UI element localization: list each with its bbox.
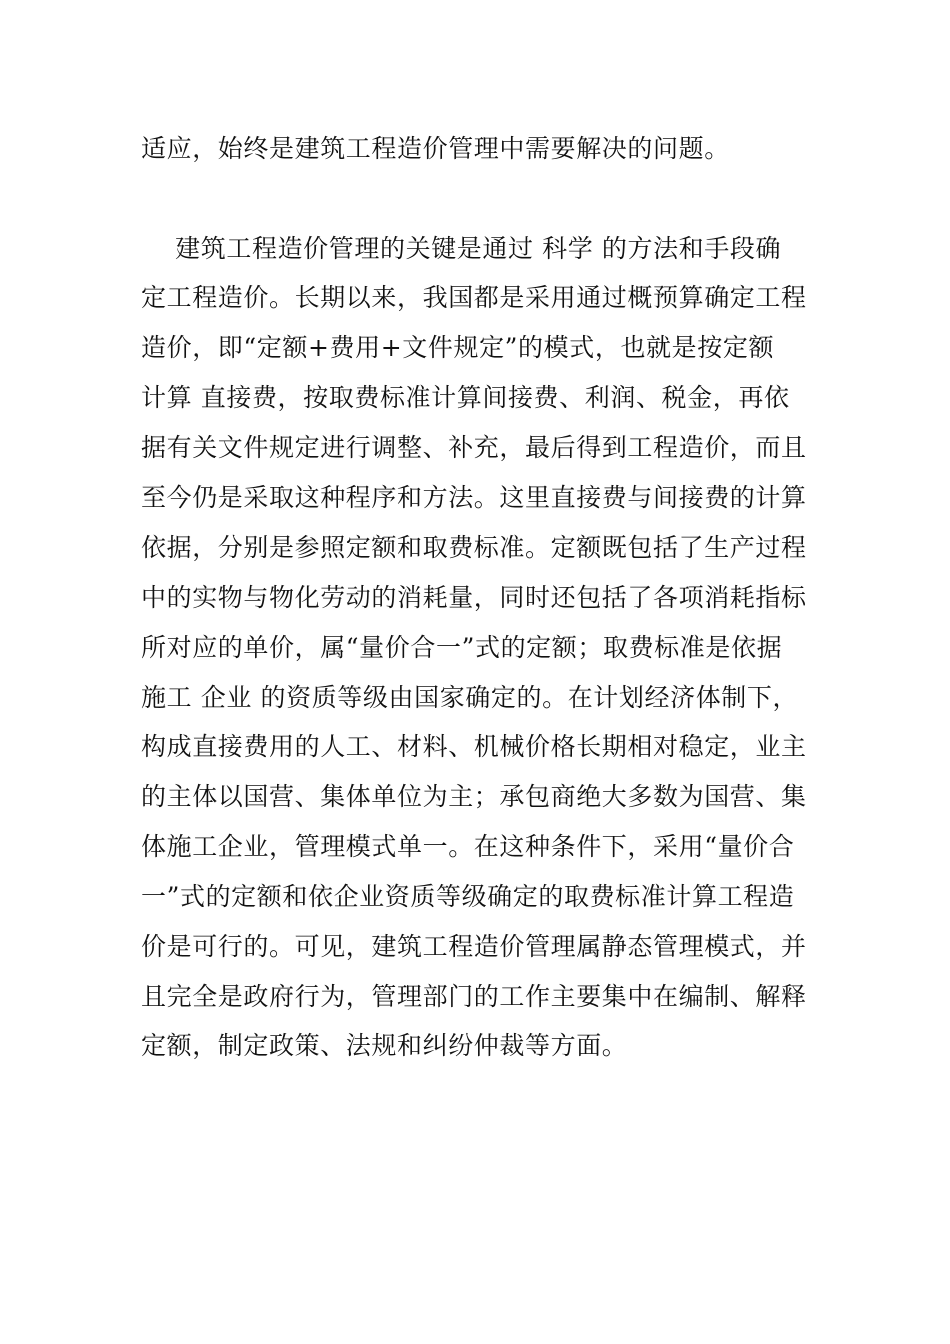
text-line: 定额，制定政策、法规和纠纷仲裁等方面。 bbox=[141, 1031, 628, 1060]
text-line: 计算 直接费，按取费标准计算间接费、利润、税金，再依 bbox=[141, 383, 790, 412]
text-line: 至今仍是采取这种程序和方法。这里直接费与间接费的计算 bbox=[141, 483, 807, 512]
text-line: 造价，即“定额+费用+文件规定”的模式，也就是按定额 bbox=[141, 333, 775, 362]
text-line: 建筑工程造价管理的关键是通过 科学 的方法和手段确 bbox=[141, 234, 782, 263]
text-line: 适应，始终是建筑工程造价管理中需要解决的问题。 bbox=[141, 134, 730, 163]
text-line: 定工程造价。长期以来，我国都是采用通过概预算确定工程 bbox=[141, 283, 807, 312]
text-line: 施工 企业 的资质等级由国家确定的。在计划经济体制下， bbox=[141, 683, 799, 712]
text-line: 所对应的单价，属“量价合一”式的定额；取费标准是依据 bbox=[141, 633, 783, 662]
text-line: 依据，分别是参照定额和取费标准。定额既包括了生产过程 bbox=[141, 533, 807, 562]
text-line: 构成直接费用的人工、材料、机械价格长期相对稳定，业主 bbox=[141, 732, 807, 761]
text-line: 且完全是政府行为，管理部门的工作主要集中在编制、解释 bbox=[141, 982, 807, 1011]
text-line: 中的实物与物化劳动的消耗量，同时还包括了各项消耗指标 bbox=[141, 583, 807, 612]
text-line: 据有关文件规定进行调整、补充，最后得到工程造价，而且 bbox=[141, 433, 807, 462]
text-line: 的主体以国营、集体单位为主；承包商绝大多数为国营、集 bbox=[141, 782, 807, 811]
text-line: 价是可行的。可见，建筑工程造价管理属静态管理模式，并 bbox=[141, 932, 807, 961]
text-line: 体施工企业，管理模式单一。在这种条件下，采用“量价合 bbox=[141, 832, 795, 861]
text-line: 一”式的定额和依企业资质等级确定的取费标准计算工程造 bbox=[141, 882, 795, 911]
